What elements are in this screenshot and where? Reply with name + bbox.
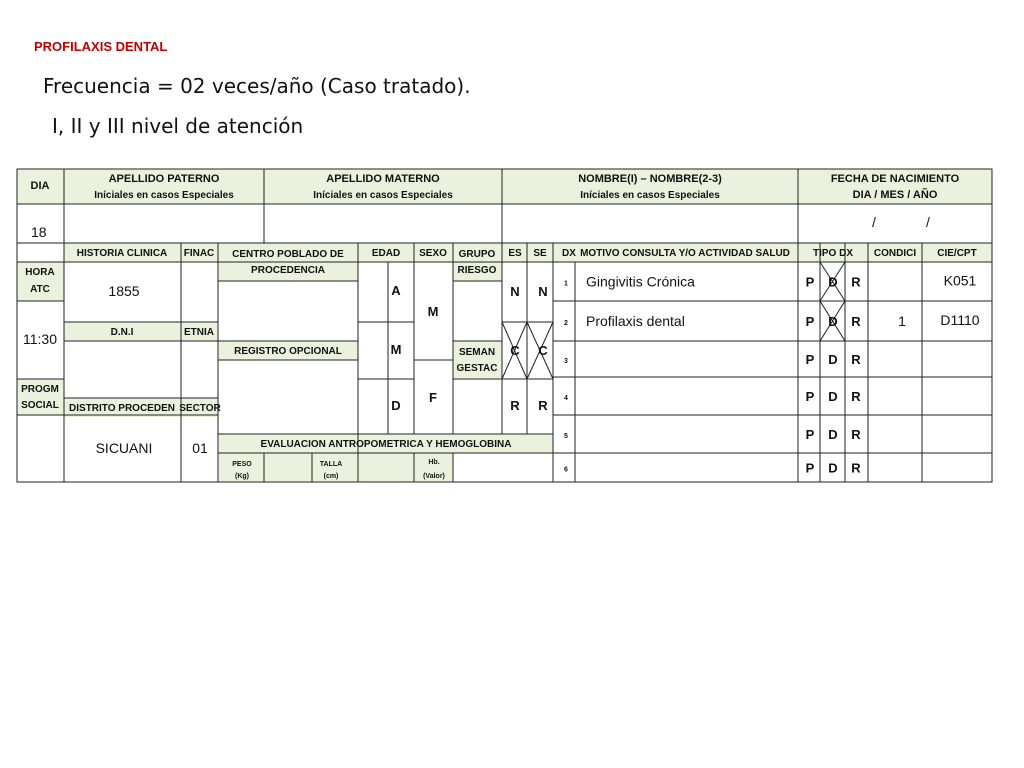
sexo-f: F bbox=[429, 390, 437, 405]
header-backgrounds bbox=[17, 169, 992, 482]
dx-row-tipo-p: P bbox=[805, 352, 815, 367]
header-talla: TALLA bbox=[319, 461, 343, 468]
dx-row-motivo: Gingivitis Crónica bbox=[586, 273, 695, 290]
edad-a: A bbox=[391, 283, 401, 298]
header-apellido-paterno-sub: Iníciales en casos Especiales bbox=[94, 190, 234, 201]
header-tipo-dx: TIPO DX bbox=[812, 248, 854, 259]
fecha-sep-2: / bbox=[926, 214, 930, 230]
dx-row-number: 6 bbox=[564, 466, 568, 474]
header-progm-social: PROGM bbox=[21, 384, 59, 395]
dx-row-tipo-p: P bbox=[805, 314, 815, 329]
header-edad: EDAD bbox=[371, 248, 401, 259]
header-dia: DIA bbox=[30, 180, 50, 192]
header-hora: HORA bbox=[25, 267, 55, 278]
header-condici: CONDICI bbox=[873, 248, 917, 259]
header-apellido-materno-sub: Iníciales en casos Especiales bbox=[313, 190, 453, 201]
header-hora-sub: ATC bbox=[30, 284, 50, 295]
header-grupo-riesgo: GRUPO bbox=[458, 249, 496, 260]
dx-row-tipo-d: D bbox=[828, 460, 838, 476]
header-sector: SECTOR bbox=[179, 403, 221, 414]
dx-row-tipo-r: R bbox=[851, 352, 861, 367]
header-dni: D.N.I bbox=[110, 327, 134, 338]
se-c: C bbox=[538, 343, 548, 358]
header-hb: Hb. bbox=[428, 459, 440, 466]
header-distrito-proceden: DISTRITO PROCEDEN bbox=[69, 403, 175, 414]
header-fecha-nacimiento: FECHA DE NACIMIENTO bbox=[830, 173, 960, 185]
dx-row-tipo-p: P bbox=[805, 460, 815, 476]
header-centro-poblado-sub: PROCEDENCIA bbox=[251, 265, 325, 276]
dx-row-tipo-p: P bbox=[805, 274, 815, 290]
header-se: SE bbox=[533, 248, 547, 259]
dx-row-tipo-d: D bbox=[828, 427, 838, 442]
dx-row-tipo-r: R bbox=[851, 314, 861, 329]
header-talla-unit: (cm) bbox=[323, 473, 339, 480]
sexo-m: M bbox=[427, 304, 439, 319]
fecha-sep-1: / bbox=[872, 214, 876, 230]
header-historia-clinica: HISTORIA CLINICA bbox=[76, 248, 168, 259]
header-evaluacion: EVALUACION ANTROPOMETRICA Y HEMOGLOBINA bbox=[260, 439, 512, 450]
header-apellido-materno: APELLIDO MATERNO bbox=[326, 173, 440, 185]
header-fecha-nacimiento-sub: DIA / MES / AÑO bbox=[852, 189, 938, 201]
dx-row-motivo: Profilaxis dental bbox=[586, 313, 685, 329]
hora-value: 11:30 bbox=[23, 331, 57, 347]
nivel-atencion-line: I, II y III nivel de atención bbox=[52, 114, 304, 138]
dx-row-condici: 1 bbox=[898, 313, 906, 329]
dx-row-number: 1 bbox=[564, 280, 568, 288]
header-seman-gestac: SEMAN bbox=[458, 347, 496, 358]
header-finac: FINAC bbox=[183, 248, 215, 259]
dx-row-number: 2 bbox=[564, 320, 568, 327]
dx-row-tipo-r: R bbox=[851, 389, 861, 404]
dia-value: 18 bbox=[31, 224, 47, 240]
header-nombre-sub: Iníciales en casos Especiales bbox=[580, 190, 720, 201]
dx-row-cie: D1110 bbox=[940, 312, 980, 328]
header-grupo-riesgo-sub: RIESGO bbox=[457, 265, 497, 276]
header-dx: DX bbox=[562, 248, 576, 259]
dx-row-tipo-r: R bbox=[851, 427, 861, 442]
dx-row-tipo-d: D bbox=[828, 352, 838, 367]
header-peso: PESO bbox=[232, 461, 252, 468]
header-cie-cpt: CIE/CPT bbox=[937, 248, 977, 259]
se-n: N bbox=[538, 284, 548, 299]
dx-row-tipo-p: P bbox=[805, 427, 815, 442]
header-nombre: NOMBRE(I) – NOMBRE(2-3) bbox=[578, 173, 722, 185]
header-apellido-paterno: APELLIDO PATERNO bbox=[108, 173, 220, 185]
dx-row-tipo-d: D bbox=[828, 314, 838, 329]
dx-row-tipo-p: P bbox=[805, 389, 815, 404]
header-etnia: ETNIA bbox=[184, 327, 214, 338]
header-es: ES bbox=[508, 248, 522, 259]
header-motivo-consulta: MOTIVO CONSULTA Y/O ACTIVIDAD SALUD bbox=[580, 248, 790, 259]
es-n: N bbox=[510, 284, 520, 299]
frecuencia-line: Frecuencia = 02 veces/año (Caso tratado). bbox=[43, 74, 471, 98]
dx-row-number: 4 bbox=[564, 395, 568, 402]
dx-row-tipo-d: D bbox=[828, 389, 838, 404]
distrito-value: SICUANI bbox=[95, 440, 153, 456]
header-sexo: SEXO bbox=[419, 248, 447, 259]
dx-rows bbox=[564, 273, 980, 476]
dx-row-number: 5 bbox=[564, 433, 568, 440]
dx-row-tipo-d: D bbox=[828, 274, 838, 290]
document-title: PROFILAXIS DENTAL bbox=[34, 39, 168, 54]
header-centro-poblado: CENTRO POBLADO DE bbox=[232, 249, 344, 260]
header-seman-gestac-sub: GESTAC bbox=[456, 363, 498, 374]
dx-row-tipo-r: R bbox=[851, 274, 861, 290]
dx-row-number: 3 bbox=[564, 358, 568, 365]
es-r: R bbox=[510, 398, 520, 413]
header-peso-unit: (Kg) bbox=[235, 473, 249, 480]
historia-value: 1855 bbox=[108, 283, 140, 299]
header-progm-social-sub: SOCIAL bbox=[21, 400, 59, 411]
se-r: R bbox=[538, 398, 548, 413]
header-registro-opcional: REGISTRO OPCIONAL bbox=[234, 346, 342, 357]
es-c: C bbox=[510, 343, 520, 358]
edad-m: M bbox=[390, 342, 402, 357]
sector-value: 01 bbox=[192, 440, 208, 456]
dx-row-cie: K051 bbox=[943, 272, 977, 289]
header-hb-unit: (Valor) bbox=[423, 473, 445, 480]
dx-row-tipo-r: R bbox=[851, 460, 861, 476]
edad-d: D bbox=[391, 398, 401, 413]
